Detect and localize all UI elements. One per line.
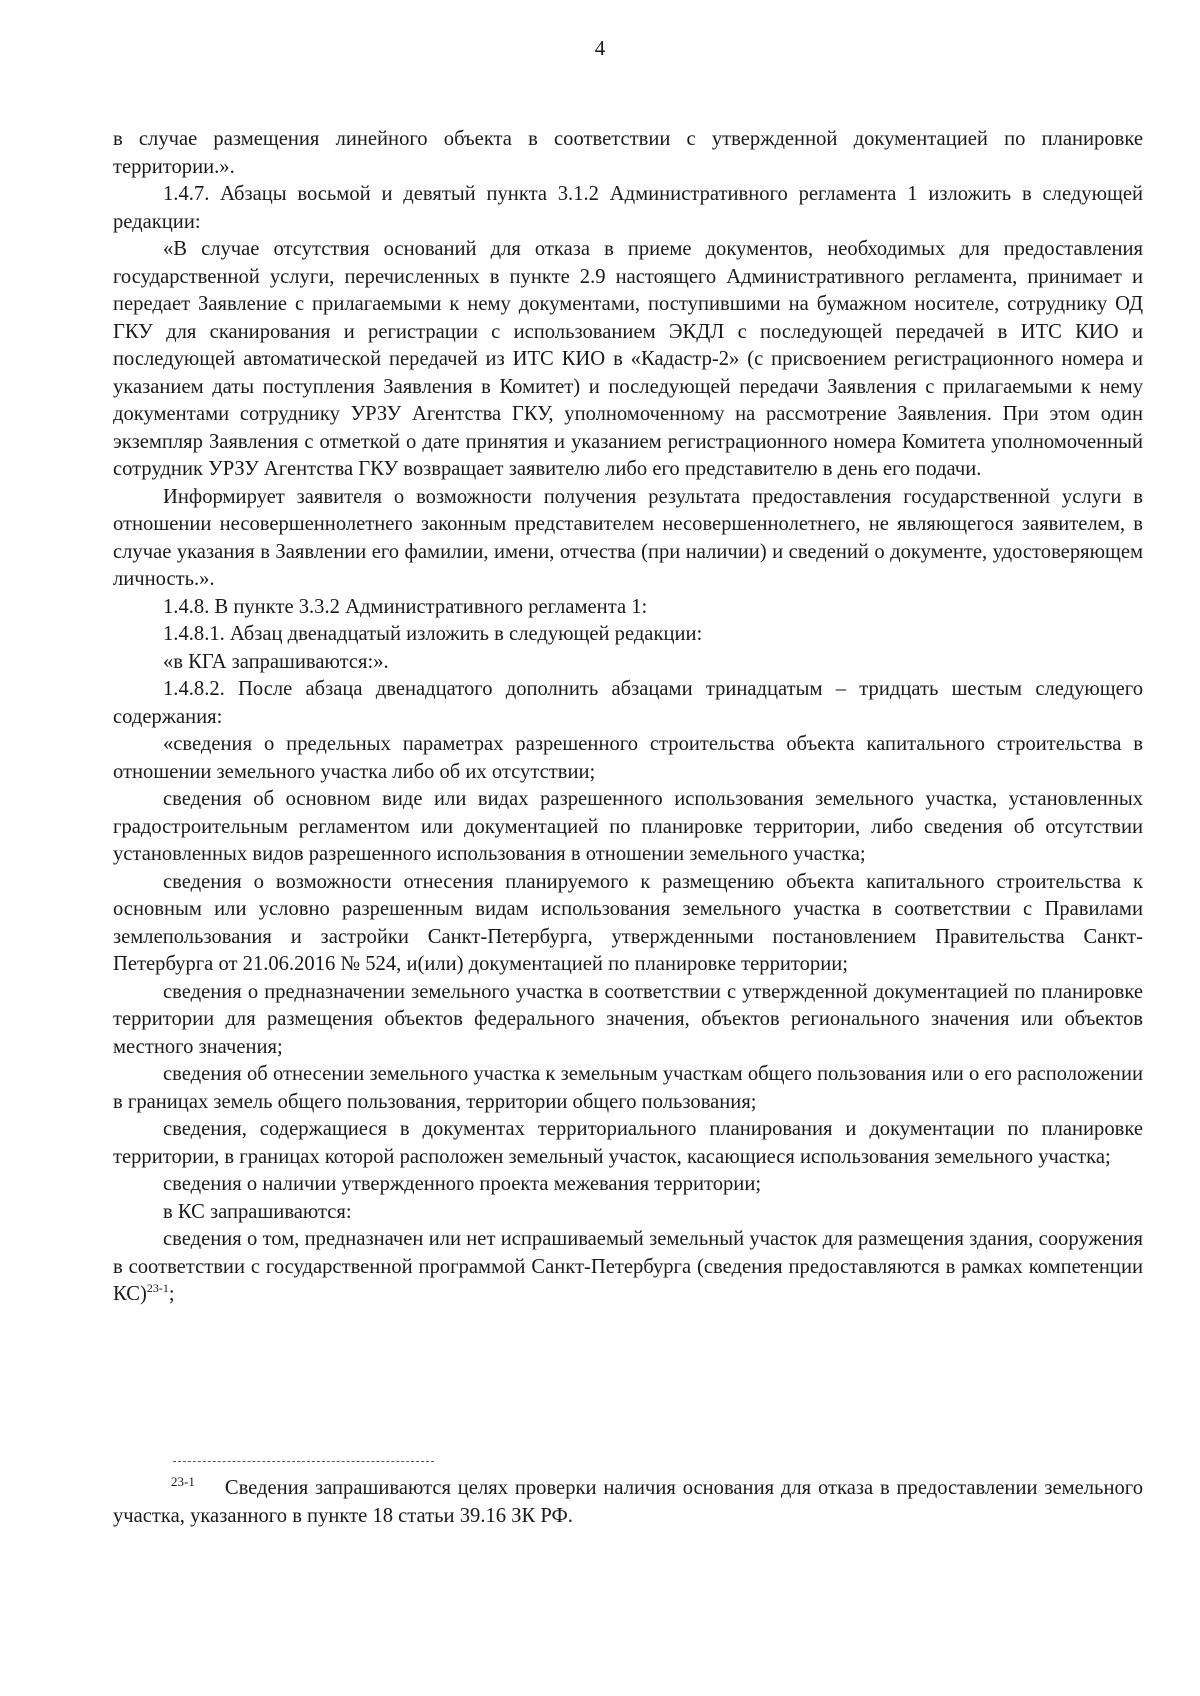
paragraph: 1.4.8.2. После абзаца двенадцатого дополнить абзацами тринадцатым – тридцать шестым следующего содержания: (113, 678, 1143, 728)
paragraph: «В случае отсутствия оснований для отказа в приеме документов, необходимых для предоставления государственной услуги, перечисленных в пункте 2.9 настоящего Административного регламента, принимает и передает Заявление с прилагаемыми к нему документами, поступившими на бумажном носителе, сотруднику ОД ГКУ для сканирования и регистрации с использованием ЭКДЛ с последующей передачей в ИТС КИО и последующей автоматической передачей из ИТС КИО в «Кадастр-2» (с присвоением регистрационного номера и указанием даты поступления Заявления в Комитет) и последующей передачи Заявления с прилагаемыми к нему документами сотруднику УРЗУ Агентства ГКУ, уполномоченному на рассмотрение Заявления. При этом один экземпляр Заявления с отметкой о дате принятия и указанием регистрационного номера Комитета уполномоченный сотрудник УРЗУ Агентства ГКУ возвращает заявителю либо его представителю в день его подачи. (113, 238, 1143, 480)
paragraph: в случае размещения линейного объекта в соответствии с утвержденной документацией по планировке территории.». (113, 128, 1143, 178)
paragraph: 1.4.8.1. Абзац двенадцатый изложить в следующей редакции: (163, 623, 703, 645)
footnote-paragraph (113, 1475, 1143, 1530)
footnote-text: Сведения запрашиваются целях проверки наличия основания для отказа в предоставлении земельного участка, указанного в пункте 18 статьи 39.16 ЗК РФ. (113, 1477, 1143, 1527)
paragraph: сведения, содержащиеся в документах территориального планирования и документации по планировке территории, в границах которой расположен земельный участок, касающиеся использования земельного участка; (113, 1118, 1143, 1168)
paragraph: 1.4.8. В пункте 3.3.2 Административного регламента 1: (163, 595, 648, 618)
page-number: 4 (594, 36, 606, 60)
footnote-separator (173, 1461, 434, 1462)
paragraph: Информирует заявителя о возможности получения результата предоставления государственной услуги в отношении несовершеннолетнего законным представителем несовершеннолетнего, не являющегося заявителем, в случае указания в Заявлении его фамилии, имени, отчества (при наличии) и сведений о документе, удостоверяющем личность.». (113, 485, 1143, 590)
paragraph: «сведения о предельных параметрах разрешенного строительства объекта капитального строительства в отношении земельного участка либо об их отсутствии; (113, 733, 1143, 783)
footnote-reference: 23-1 (146, 1281, 169, 1296)
paragraph: сведения о предназначении земельного участка в соответствии с утвержденной документацией по планировке территории для размещения объектов федерального значения, объектов регионального значения или объектов местного значения; (113, 980, 1143, 1058)
document-body (113, 126, 1143, 1309)
paragraph: в КС запрашиваются: (163, 1200, 352, 1223)
paragraph: «в КГА запрашиваются:». (163, 650, 389, 673)
paragraph: сведения об основном виде или видах разрешенного использования земельного участка, установленных градостроительным регламентом или документацией по планировке территории, либо сведения об отсутствии установленных видов разрешенного использования в отношении земельного участка; (113, 788, 1143, 865)
paragraph: сведения о возможности отнесения планируемого к размещению объекта капитального строительства к основным или условно разрешенным видам использования земельного участка в соответствии с Правилами землепользования и застройки Санкт-Петербурга, утвержденными постановлением Правительства Санкт-Петербурга от 21.06.2016 № 524, и(или) документацией по планировке территории; (113, 870, 1143, 975)
paragraph: сведения об отнесении земельного участка к земельным участкам общего пользования или о его расположении в границах земель общего пользования, территории общего пользования; (113, 1063, 1143, 1113)
paragraph-with-footnote-ref (113, 1226, 1143, 1309)
footnote-mark: 23-1 (171, 1474, 195, 1490)
paragraph-text: сведения о том, предназначен или нет испрашиваемый земельный участок для размещения здания, сооружения в соответствии с государственной программой Санкт-Петербурга (сведения предоставляются в рамках компетенции КС) (113, 1228, 1143, 1305)
footnote (113, 1475, 1143, 1530)
paragraph-tail: ; (168, 1283, 175, 1305)
paragraph: сведения о наличии утвержденного проекта межевания территории; (163, 1173, 762, 1195)
paragraph: 1.4.7. Абзацы восьмой и девятый пункта 3.1.2 Административного регламента 1 изложить в следующей редакции: (113, 183, 1143, 233)
